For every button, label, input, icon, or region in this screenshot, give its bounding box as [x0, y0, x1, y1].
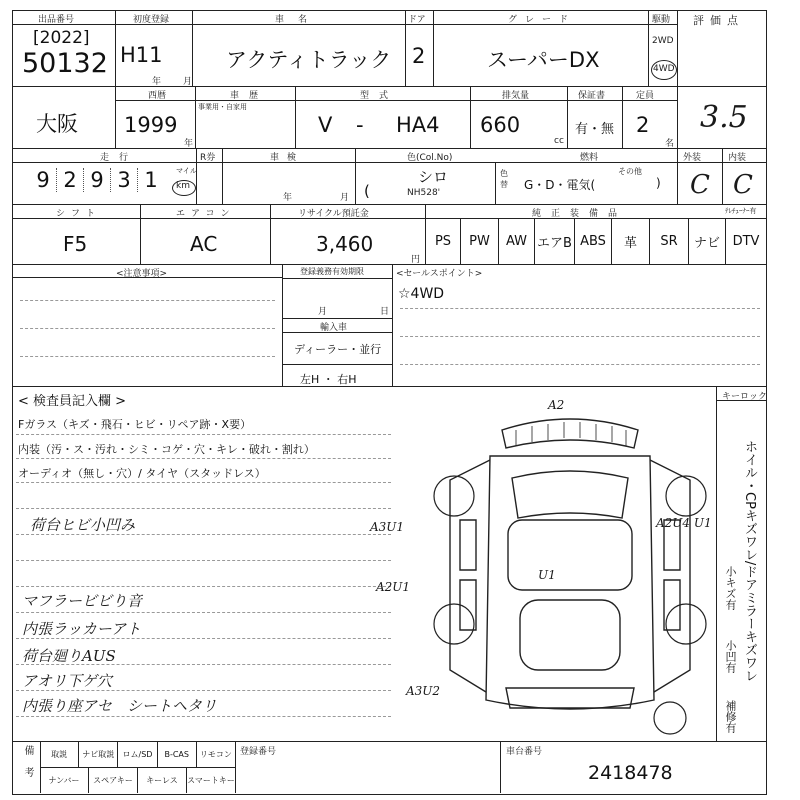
wheel-rear-right: [666, 604, 706, 644]
divider: [270, 204, 271, 264]
reg-day: 日: [380, 307, 390, 317]
history-sub: 事業用・自家用: [198, 103, 247, 111]
handwritten-note: 荷台ヒビ小凹み: [30, 516, 136, 534]
side-sub-3: 補修有: [724, 700, 737, 733]
year-label: 西暦: [148, 91, 167, 101]
divider: [282, 364, 392, 365]
side-sub-2: 小凹有: [724, 640, 737, 673]
dashed-line: [16, 716, 391, 717]
recycle-label: リサイクル預託金: [298, 209, 369, 219]
grade-value: スーパーDX: [487, 48, 600, 72]
divider: [677, 10, 678, 87]
equipment-dtv: DTV: [732, 233, 760, 249]
interior-line: 内装（汚・ス・汚れ・シミ・コゲ・穴・キレ・破れ・割れ）: [18, 443, 315, 456]
divider: [716, 386, 717, 741]
dashed-line: [16, 508, 391, 509]
divider: [622, 86, 623, 148]
car-name-label: 車名: [275, 15, 322, 25]
divider: [405, 10, 406, 87]
remarks-label: 備考: [22, 745, 33, 789]
dashed-line: [16, 612, 391, 613]
handwritten-note: アオリ下ゲ穴: [22, 672, 112, 690]
reg-month: 月: [318, 307, 328, 317]
inspector-title: < 検査員記入欄 >: [18, 394, 127, 409]
mileage-digit: 2: [57, 168, 84, 192]
divider: [12, 386, 767, 387]
cabin-outline: [508, 520, 632, 590]
divider: [192, 10, 193, 87]
option-number-plate: ナンバー: [40, 767, 89, 793]
doors-value: 2: [412, 44, 426, 68]
option-spare-key: スペアキー: [89, 767, 138, 793]
dashed-line: [16, 560, 391, 561]
option-keyless: キーレス: [138, 767, 187, 793]
first-reg-value: H11: [120, 43, 163, 67]
extra-label: ﾃﾚﾁｭｰﾅｰ有: [725, 207, 757, 215]
damage-front: A2: [548, 398, 565, 412]
divider: [295, 86, 296, 148]
warranty-label: 保証書: [578, 91, 606, 101]
chassis-label: 車台番号: [506, 747, 543, 757]
option-navi-manual: ナビ取説: [79, 741, 118, 767]
divider: [355, 148, 356, 204]
handwritten-note: 荷台廻りAUS: [22, 647, 116, 665]
dashed-line: [16, 586, 391, 587]
dashed-line: [20, 356, 275, 357]
type-label: 型式: [360, 91, 399, 101]
equipment-pw: PW: [461, 218, 499, 264]
mileage-label: 走行: [100, 153, 139, 163]
color-change-label: 色替: [500, 169, 508, 189]
divider: [433, 10, 434, 87]
damage-center: U1: [538, 568, 556, 582]
reg-no-label: 登録番号: [240, 747, 277, 757]
grade-label: グレード: [508, 15, 577, 25]
capacity-value: 2: [636, 113, 650, 137]
score-value: 3.5: [700, 100, 748, 135]
import-label: 輸入車: [320, 323, 348, 333]
dashed-line: [16, 482, 391, 483]
equipment-abs: ABS: [575, 218, 612, 264]
mileage-digits: [30, 168, 164, 192]
displacement-label: 排気量: [502, 91, 530, 101]
lot-number: 50132: [22, 48, 108, 79]
key-lock-label: キーロック: [722, 392, 767, 402]
handwritten-note: マフラービビり音: [22, 592, 143, 610]
notes-label: <注意事項>: [116, 269, 168, 279]
year-unit: 年: [184, 139, 194, 149]
divider: [282, 318, 392, 319]
audio-line: オーディオ（無し・穴）/ タイヤ（スタッドレス）: [18, 467, 266, 480]
equipment-label: 純正装備品: [532, 209, 628, 219]
ac-value: AC: [190, 232, 218, 256]
km-unit: km: [176, 181, 190, 191]
type-dash: -: [356, 113, 364, 137]
divider: [567, 86, 568, 148]
divider: [115, 10, 116, 87]
spare-wheel: [654, 702, 686, 734]
divider: [12, 148, 677, 149]
bed-outline: [520, 600, 620, 670]
dashed-line: [400, 364, 760, 365]
handwritten-note: 内張ラッカーアト: [22, 620, 141, 638]
side-sub-1: 小キズ有: [724, 566, 737, 610]
import-value: ディーラー・並行: [294, 343, 382, 356]
dashed-line: [400, 336, 760, 337]
divider: [12, 204, 767, 205]
option-bcas: B-CAS: [158, 741, 197, 767]
equipment-leather: 革: [612, 218, 650, 264]
inspection-month: 月: [340, 193, 350, 203]
mileage-digit: 9: [30, 168, 57, 192]
handle-value: 左H ・ 右H: [300, 373, 357, 386]
doors-label: ドア: [408, 15, 426, 25]
divider: [495, 162, 496, 204]
inspection-year: 年: [283, 193, 293, 203]
divider: [115, 86, 116, 148]
color-code: NH528': [407, 188, 441, 198]
capacity-unit: 名: [665, 139, 675, 149]
first-reg-label: 初度登録: [133, 15, 170, 25]
mileage-digit: 1: [144, 168, 158, 192]
year-value: 1999: [124, 113, 178, 137]
warranty-value: 有・無: [575, 122, 615, 137]
option-manual: 取説: [40, 741, 79, 767]
damage-left-rear: A3U2: [406, 684, 441, 698]
dashed-line: [20, 300, 275, 301]
windshield-outline: [512, 471, 628, 518]
divider: [140, 204, 141, 264]
divider: [222, 148, 223, 204]
divider: [282, 278, 392, 279]
wheel-front-right: [666, 476, 706, 516]
equipment-sr: SR: [650, 218, 689, 264]
color-label: 色(Col.No): [407, 153, 453, 163]
region: 大阪: [36, 112, 78, 136]
vehicle-diagram: [420, 400, 720, 740]
option-remote: リモコン: [199, 749, 232, 759]
wheel-rear-left: [434, 604, 474, 644]
divider: [392, 264, 393, 386]
equipment-navi: ナビ: [689, 218, 726, 264]
mile-unit: マイル: [176, 167, 197, 175]
equipment-aw: AW: [499, 218, 535, 264]
lot-no-label: 出品番号: [38, 15, 75, 25]
damage-left-front: A3U1: [370, 520, 405, 534]
mileage-digit: 9: [84, 168, 111, 192]
color-paren: (: [364, 182, 370, 200]
option-rom-sd: ロム/SD: [118, 741, 157, 767]
rear-bumper-outline: [506, 688, 634, 708]
mileage-digit: 3: [111, 168, 138, 192]
divider: [235, 741, 236, 793]
divider: [12, 86, 767, 87]
type-code: HA4: [396, 113, 440, 137]
divider: [722, 148, 723, 204]
fuel-label: 燃料: [580, 153, 599, 163]
interior-label: 内装: [728, 153, 747, 163]
month-unit: 月: [183, 77, 193, 87]
equipment-airbag: エアB: [535, 218, 575, 264]
ac-label: エアコン: [176, 209, 236, 219]
left-side-outline: [450, 460, 490, 692]
side-vertical-text: ホイル・CPキズワレ/ドアミラーキズワレ: [742, 440, 757, 683]
year-unit: 年: [152, 77, 162, 87]
body-outline: [486, 456, 654, 709]
chassis-number: 2418478: [588, 762, 673, 784]
car-name: アクティトラック: [226, 48, 392, 72]
capacity-label: 定員: [636, 91, 655, 101]
recycle-mark-label: R券: [200, 153, 216, 163]
fuel-value: G・D・電気(: [524, 178, 596, 192]
divider: [500, 741, 501, 793]
type-prefix: V: [318, 113, 333, 137]
options-row-2: [40, 767, 235, 793]
divider: [196, 148, 197, 204]
exterior-value: C: [690, 170, 710, 200]
drive-2wd: 2WD: [652, 36, 674, 46]
interior-value: C: [733, 170, 753, 200]
divider: [282, 264, 283, 386]
sales-point: ☆4WD: [398, 286, 445, 302]
fuel-other: その他: [618, 167, 642, 176]
options-row-1: [40, 741, 235, 767]
divider: [677, 148, 678, 204]
exterior-label: 外装: [683, 153, 702, 163]
glass-line: Fガラス（キズ・飛石・ヒビ・リペア跡・X要）: [18, 418, 252, 431]
sales-label: <セールスポイント>: [396, 269, 483, 279]
equipment-ps: PS: [426, 218, 461, 264]
damage-right-front: A2U4 U1: [656, 516, 712, 530]
yen-unit: 円: [411, 255, 421, 265]
inspection-label: 車検: [270, 153, 305, 163]
recycle-value: 3,460: [316, 232, 374, 256]
divider: [195, 86, 196, 148]
dashed-line: [20, 328, 275, 329]
displacement-value: 660: [480, 113, 521, 137]
shift-label: シフト: [56, 209, 102, 219]
dashed-line: [400, 308, 760, 309]
score-label: 評価点: [693, 14, 744, 27]
right-side-outline: [650, 460, 690, 692]
reg-expiry-label: 登録義務有効期限: [300, 267, 364, 276]
divider: [677, 86, 678, 148]
drive-4wd: 4WD: [653, 64, 675, 74]
divider: [648, 10, 649, 87]
left-door-outline: [460, 520, 476, 570]
shift-value: F5: [63, 232, 88, 256]
damage-left-mid: A2U1: [376, 580, 411, 594]
divider: [115, 24, 677, 25]
dashed-line: [16, 434, 391, 435]
history-label: 車歴: [230, 91, 269, 101]
cc-unit: cc: [554, 136, 564, 146]
option-smart-key: スマートキー: [187, 775, 235, 785]
fuel-close: ): [656, 176, 661, 190]
wheel-front-left: [434, 476, 474, 516]
divider: [470, 86, 471, 148]
front-bumper-outline: [502, 419, 638, 448]
lot-year: [2022]: [33, 28, 90, 48]
divider: [12, 264, 767, 265]
handwritten-note: 内張り座アセ シートヘタリ: [22, 697, 217, 715]
color-value: シロ: [418, 168, 449, 186]
dashed-line: [16, 458, 391, 459]
drive-label: 駆動: [652, 15, 671, 25]
